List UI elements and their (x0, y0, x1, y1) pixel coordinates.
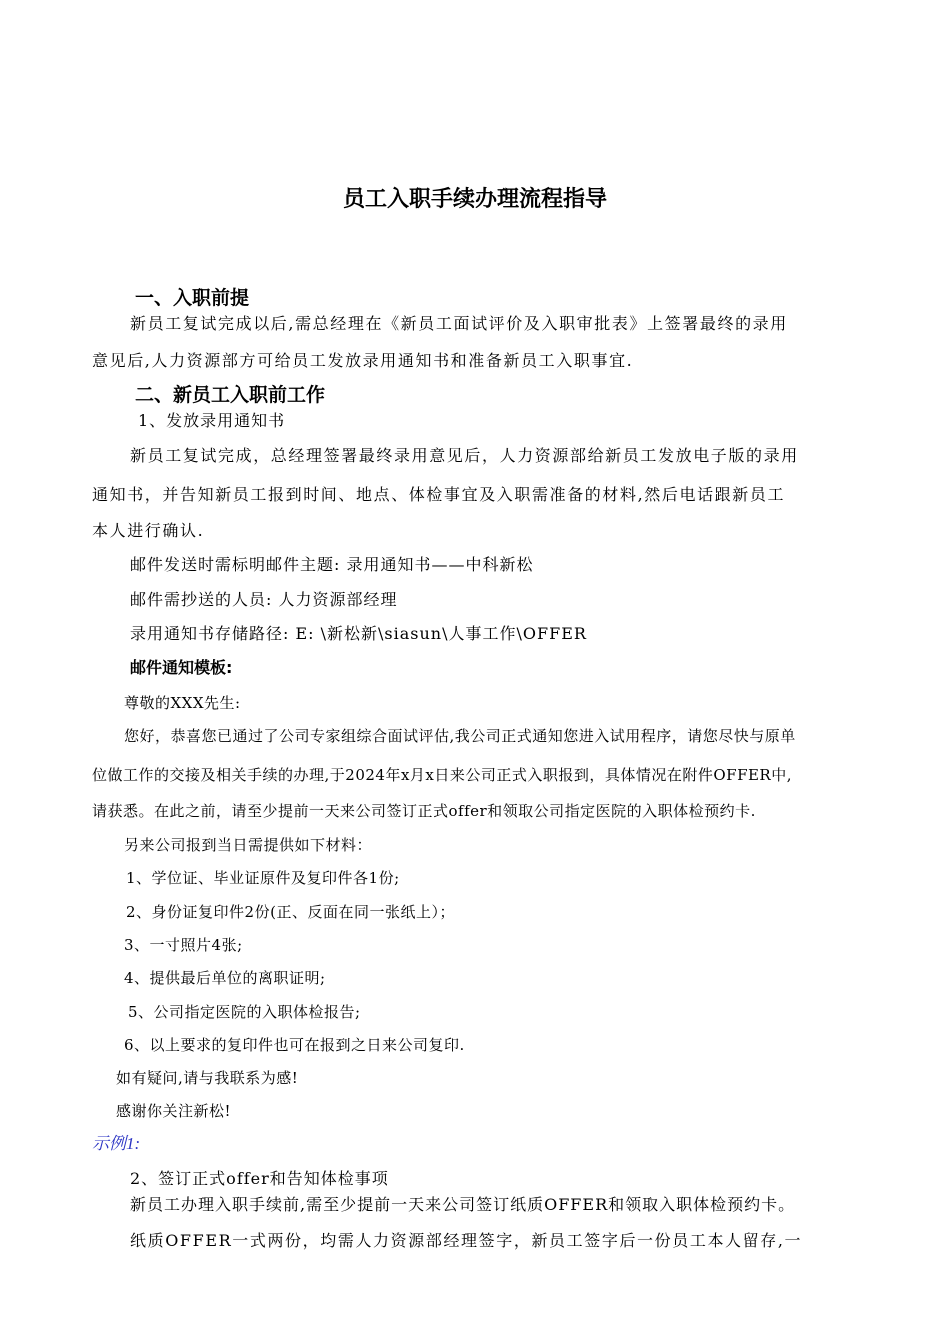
section-1-heading: 一、入职前提 (135, 287, 250, 309)
paragraph-line: 新员工复试完成，总经理签署最终录用意见后，人力资源部给新员工发放电子版的录用 (130, 446, 799, 465)
storage-path-line: 录用通知书存储路径: E: \新松新\siasun\人事工作\OFFER (130, 624, 587, 643)
paragraph-line: 通知书，并告知新员工报到时间、地点、体检事宜及入职需准备的材料,然后电话跟新员工 (92, 485, 786, 504)
subsection-2-heading: 2、签订正式offer和告知体检事项 (130, 1169, 389, 1188)
thanks-line: 感谢你关注新松! (116, 1102, 232, 1120)
material-item: 4、提供最后单位的离职证明; (124, 969, 326, 987)
paragraph-line: 纸质OFFER一式两份，均需人力资源部经理签字，新员工签字后一份员工本人留存,一 (130, 1231, 803, 1250)
materials-intro: 另来公司报到当日需提供如下材料： (124, 836, 373, 854)
document-title: 员工入职手续办理流程指导 (342, 186, 607, 212)
material-item: 3、一寸照片4张; (124, 936, 243, 954)
material-item: 2、身份证复印件2份(正、反面在同一张纸上）； (126, 903, 455, 921)
material-item: 5、公司指定医院的入职体检报告; (128, 1003, 361, 1021)
paragraph-line: 意见后,人力资源部方可给员工发放录用通知书和准备新员工入职事宜. (92, 351, 634, 370)
paragraph-line: 新员工复试完成以后,需总经理在《新员工面试评价及入职审批表》上签署最终的录用 (130, 314, 788, 333)
mail-subject-line: 邮件发送时需标明邮件主题: 录用通知书——中科新松 (130, 555, 534, 574)
template-heading: 邮件通知模板: (130, 658, 233, 677)
material-item: 6、以上要求的复印件也可在报到之日来公司复印. (124, 1036, 465, 1054)
paragraph-line: 本人进行确认. (92, 521, 205, 540)
section-2-heading: 二、新员工入职前工作 (135, 384, 326, 406)
mail-cc-line: 邮件需抄送的人员: 人力资源部经理 (130, 590, 398, 609)
template-line: 位做工作的交接及相关手续的办理,于2024年x月x日来公司正式入职报到，具体情况在附件OFFER中, (92, 766, 792, 784)
template-salutation: 尊敬的XXX先生: (124, 694, 241, 712)
example-label: 示例1: (92, 1134, 141, 1153)
template-line: 请获悉。在此之前，请至少提前一天来公司签订正式offer和领取公司指定医院的入职体检预约卡. (92, 802, 756, 820)
subsection-1-heading: 1、发放录用通知书 (138, 411, 286, 430)
contact-line: 如有疑问,请与我联系为感! (116, 1069, 299, 1087)
paragraph-line: 新员工办理入职手续前,需至少提前一天来公司签订纸质OFFER和领取入职体检预约卡。 (130, 1195, 796, 1214)
material-item: 1、学位证、毕业证原件及复印件各1份; (126, 869, 400, 887)
template-line: 您好，恭喜您已通过了公司专家组综合面试评估,我公司正式通知您进入试用程序，请您尽快与原单 (124, 727, 796, 745)
